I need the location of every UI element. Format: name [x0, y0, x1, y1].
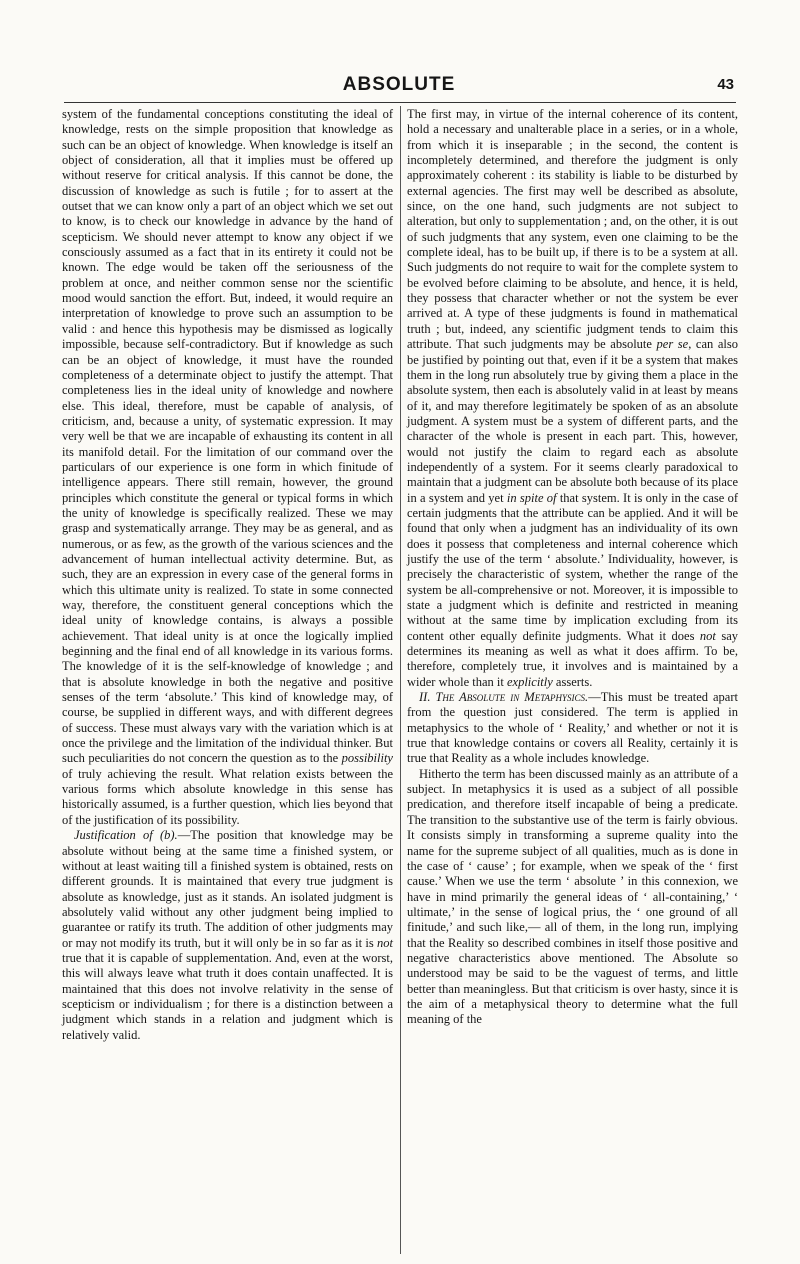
running-title: ABSOLUTE [342, 74, 456, 95]
text-run: , can also be justified by pointing out that, even if it be a system that makes them in the long run absolutely true by giving them a place in the absolute system, then each is absolutely valid in at least by means of it, and may therefore legitimately be spoken of as an absolute judgment. A system must be a system of different parts, and the character of the whole is present in each part. This, however, would not justify the claim to regard each as absolute independently of a system. For it seems clearly paradoxical to maintain that a judgment can be absolute both because of its place in a system and yet [407, 337, 739, 505]
emphasis: in spite of [506, 490, 557, 505]
text-run: —The position that knowledge may be absolute without being at the same time a finished system, or without at least waiting till a finished system is obtained, rests on different grounds. It is maintained that every true judgment is absolute as knowledge, just as it stands. An isolated judgment is absolutely valid without any other judgment being implied to guarantee or ratify its truth. The addition of other judgments may or may not modify its truth, but it will only be in so far as it is [62, 828, 393, 950]
text-run: —This must be treated apart from the question just considered. The term is applied in metaphysics to the whole of ‘ Reality,’ and whether or not it is true that knowledge contains or covers all Reality, certainly it is true that Reality as a whole includes knowledge. [407, 690, 738, 766]
right-column [407, 107, 738, 1028]
text-run: system of the fundamental conceptions constituting the ideal of knowledge, rests on the simple proposition that knowledge as such can be an object of knowledge. When knowledge is itself an object of consideration, all that it implies must be offered up without reserve for critical analysis. If this cannot be done, the discussion of knowledge as such is futile ; for to assert at the outset that we can know only a part of an object which we set out to know, is to check our knowledge in advance by the hand of scepticism. We should never attempt to know any object if we consciously assumed as a fact that in its entirety it could not be known. The edge would be taken off the seriousness of the problem at once, and neither common sense nor the scientific mood would sanction the effort. But, indeed, it would require an interpretation of knowledge to prove such an assumption to be valid : and hence this hypothesis may be dismissed as logically impossible, because self-contradictory. But if knowledge as such can be an object of knowledge, it must have the rounded completeness of a determinate object to justify the attempt. That completeness lies in the ideal unity of knowledge and nowhere else. This ideal, therefore, must be capable of analysis, of criticism, and, because a unity, of systematic expression. It may very well be that we are incapable of exhausting its content in all its manifold detail. For the limitation of our command over the particulars of our experience is one form in which finitude of intelligence appears. There still remain, however, the ground principles which constitute the general or typical forms in which the unity of knowledge is specifically realized. These we may grasp and systematically arrange. They may be as general, and as numerous, or as few, as the growth of the various sciences and the advancement of human intellectual activity determine. But, as such, they are an expression in every case of the general forms in which this ultimate unity is realized. To state in some connected way, therefore, the constituent general conceptions which the ideal unity of knowledge contains, is always a possible achievement. That ideal unity is at once the logically implied beginning and the final end of all knowledge in its various forms. The knowledge of it is the self-knowledge of knowledge ; and that is absolute knowledge in both the negative and positive senses of the term ‘absolute.’ This kind of knowledge may, of course, be supplied in different ways, and with different degrees of success. These must always vary with the variation which is at once the privilege and the limitation of the individual thinker. But such peculiarities do not concern the question as to the [62, 107, 393, 766]
text-run: say determines its meaning as well as what it does affirm. To be, therefore, completely true, it involves and is maintained by a wider whole than it [407, 628, 738, 689]
emphasis: not [377, 935, 393, 950]
column-divider [400, 106, 401, 1254]
paragraph [407, 767, 738, 1028]
emphasis: not [699, 628, 716, 643]
paragraph [407, 107, 738, 690]
paragraph [62, 828, 393, 1043]
text-run: of truly achieving the result. What relation exists between the various forms which absolute knowledge in this sense has historically assumed, is a further question, which lies beyond that of the justification of its possibility. [62, 766, 393, 827]
left-column [62, 107, 393, 1043]
section-heading: II. The Absolute in Metaphysics. [419, 690, 589, 705]
emphasis: possibility [341, 751, 393, 766]
text-run: that system. It is only in the case of certain judgments that the attribute can be applied. And it will be found that only when a judgment has an individuality of its own does it possess that completeness and internal coherence which justify the use of the term ‘ absolute.’ Individuality, however, is precisely the characteristic of system, whether the range of the system be all-comprehensive or not. Moreover, it is impossible to state a judgment which is definite and restricted in meaning without at the same time by implication excluding from its content other equally definite judgments. What it does [407, 490, 738, 643]
text-run: asserts. [552, 674, 593, 689]
section-heading: Justification of (b). [74, 828, 178, 843]
page-header [64, 76, 734, 100]
paragraph [407, 690, 738, 767]
paragraph [62, 107, 393, 828]
header-rule [64, 102, 736, 103]
text-run: The first may, in virtue of the internal coherence of its content, hold a necessary and unalterable place in a series, or in a whole, from which it is inseparable ; in the second, the content is incompletely determined, and therefore the judgment is only approximately coherent : its stability is liable to be disturbed by external agencies. The first may well be described as absolute, since, on the one hand, such judgments are not subject to alteration, but only to supplementation ; and, on the other, it is out of such judgments that any system, even one claiming to be the complete ideal, has to be built up, if there is to be a system at all. Such judgments do not require to wait for the complete system to be evolved before claiming to be absolute, and hence, it is held, they possess that character whether or not the system be ever arrived at. A type of these judgments is found in mathematical truth ; but, indeed, any scientific judgment tends to claim this attribute. That such judgments may be absolute [407, 107, 738, 352]
text-run: true that it is capable of supplementation. And, even at the worst, this will always leave what truth it does contain unaffected. It is maintained that this does not involve relativity in the sense of scepticism or individualism ; for there is a distinction between a judgment which stands in a relation and judgment which is relatively valid. [62, 950, 393, 1042]
emphasis: per se [656, 337, 689, 352]
emphasis: explicitly [506, 674, 553, 689]
text-run: Hitherto the term has been discussed mainly as an attribute of a subject. In metaphysics it is used as a subject of all possible predication, and therefore itself incapable of being a predicate. The transition to the substantive use of the term is fairly obvious. It consists simply in transforming a supreme quality into the name for the supreme subject of all qualities, much as is done in the case of ‘ cause’ ; for example, when we speak of the ‘ first cause.’ When we use the term ‘ absolute ’ in this connexion, we have in mind primarily the general ideas of ‘ all-containing,’ ‘ ultimate,’ in the sense of logical prius, the ‘ one ground of all finitude,’ and such like,— all of them, in the long run, implying that the Reality so described combines in itself those positive and negative characteristics above mentioned. The Absolute so understood may be said to be the vaguest of terms, and little better than meaningless. But that criticism is over hasty, since it is the aim of a metaphysical theory to determine what the full meaning of the [407, 766, 738, 1027]
page-number: 43 [717, 76, 734, 93]
